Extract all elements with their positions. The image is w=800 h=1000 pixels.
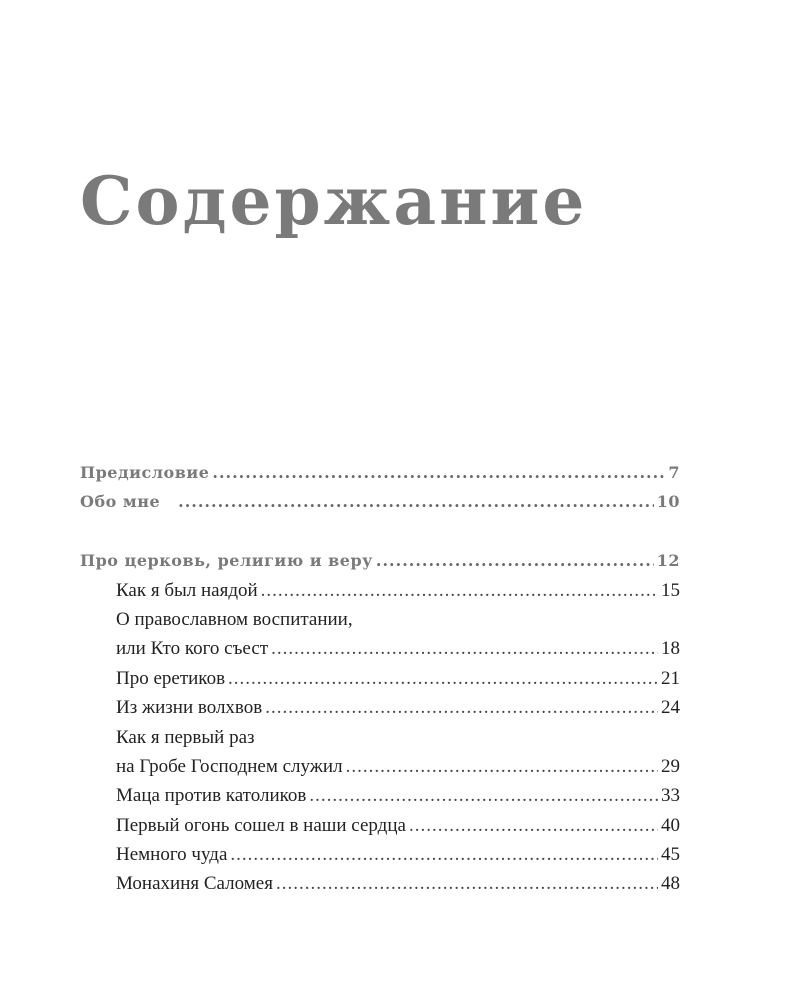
dot-leader xyxy=(178,487,654,516)
toc-entry-label: Из жизни волхвов xyxy=(116,697,263,719)
toc-entry-label: Монахиня Саломея xyxy=(116,873,273,895)
toc-page-number: 18 xyxy=(661,638,680,660)
toc-entry-label: Обо мне xyxy=(80,492,161,512)
dot-leader xyxy=(271,634,658,663)
dot-leader xyxy=(265,693,658,722)
toc-page-number: 21 xyxy=(661,667,680,689)
dot-leader xyxy=(228,664,658,693)
toc-entry-naiad[interactable] xyxy=(80,576,680,605)
section-gap xyxy=(80,517,680,546)
toc-entry-preface[interactable] xyxy=(80,458,680,487)
dot-leader xyxy=(409,811,658,840)
toc-page-number: 12 xyxy=(656,551,680,571)
toc-entry-label: О православном воспитании, xyxy=(116,608,353,630)
toc-entry-label: Как я первый раз xyxy=(116,726,255,748)
toc-entry-matzah[interactable] xyxy=(80,781,680,810)
toc-page-number: 48 xyxy=(661,873,680,895)
toc-entry-orthodox-upbringing[interactable] xyxy=(80,634,680,663)
toc-entry-label-continuation: на Гробе Господнем служил xyxy=(116,755,343,777)
toc-page-number: 7 xyxy=(668,463,680,482)
toc-entry-label: Немного чуда xyxy=(116,844,228,866)
toc-entry-orthodox-upbringing-line1[interactable] xyxy=(80,605,680,634)
toc-page-number: 29 xyxy=(661,755,680,777)
dot-leader xyxy=(309,781,658,810)
dot-leader xyxy=(261,576,658,605)
dot-leader xyxy=(376,546,654,575)
toc-entry-label: Про еретиков xyxy=(116,667,226,689)
dot-leader xyxy=(276,869,658,898)
toc-entry-label: Маца против католиков xyxy=(116,785,307,807)
dot-leader xyxy=(346,752,658,781)
toc-entry-church[interactable] xyxy=(80,546,680,575)
toc-entry-holy-sepulchre[interactable] xyxy=(80,752,680,781)
toc-entry-salome[interactable] xyxy=(80,869,680,898)
dot-leader xyxy=(230,840,658,869)
toc-entry-label: Как я был наядой xyxy=(116,579,258,601)
toc-page-number: 33 xyxy=(661,785,680,807)
toc-entry-first-fire[interactable] xyxy=(80,811,680,840)
toc-entry-label: Про церковь, религию и веру xyxy=(80,551,373,571)
toc-entry-label: Первый огонь сошел в наши сердца xyxy=(116,814,406,836)
table-of-contents xyxy=(80,458,680,899)
toc-page-number: 40 xyxy=(661,814,680,836)
toc-entry-miracle[interactable] xyxy=(80,840,680,869)
toc-entry-heretics[interactable] xyxy=(80,664,680,693)
toc-entry-holy-sepulchre-line1[interactable] xyxy=(80,723,680,752)
toc-entry-label: Предисловие xyxy=(80,463,210,482)
page-title: Содержание xyxy=(80,162,588,240)
dot-leader xyxy=(212,458,665,487)
toc-page-number: 24 xyxy=(661,697,680,719)
toc-page-number: 10 xyxy=(656,492,680,512)
toc-page-number: 15 xyxy=(661,579,680,601)
toc-page-number: 45 xyxy=(661,844,680,866)
toc-entry-magi[interactable] xyxy=(80,693,680,722)
toc-entry-label-continuation: или Кто кого съест xyxy=(116,638,269,660)
toc-entry-about[interactable] xyxy=(80,487,680,516)
